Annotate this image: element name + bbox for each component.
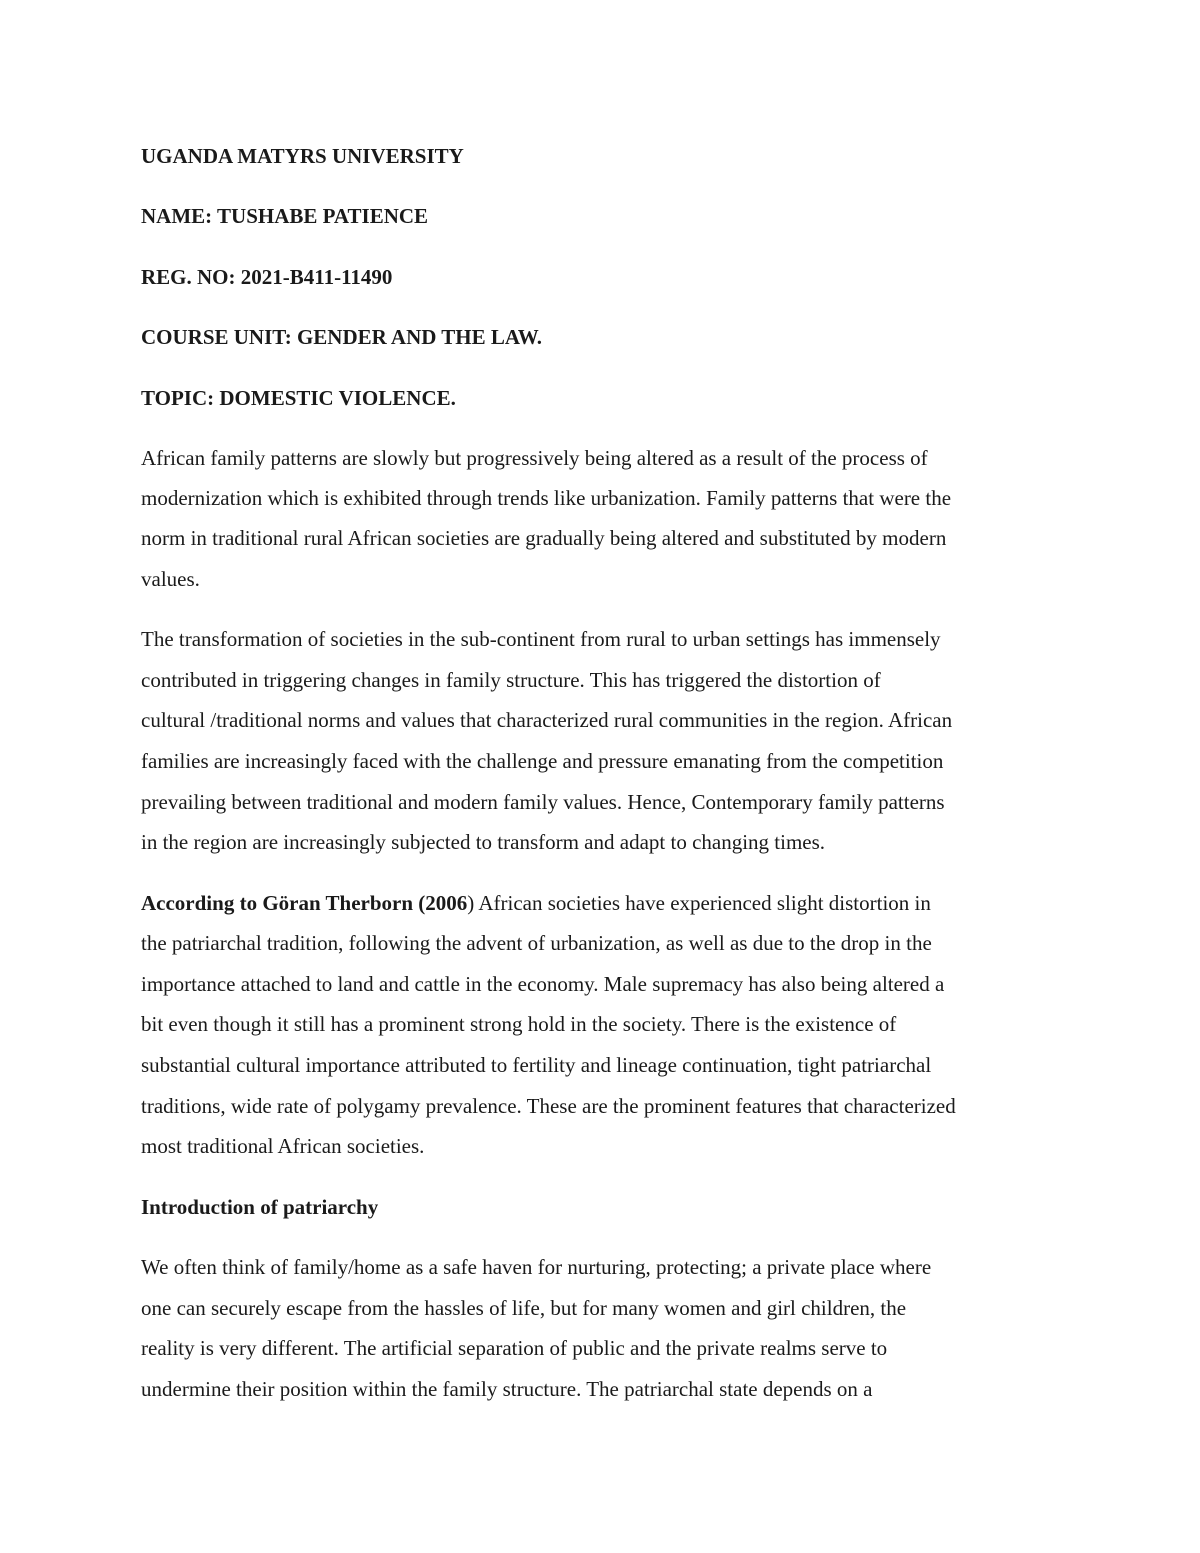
paragraph-line: bit even though it still has a prominent strong hold in the society. There is the existence of: [141, 1012, 897, 1036]
paragraph-line: importance attached to land and cattle in the economy. Male supremacy has also being altered a: [141, 972, 945, 996]
citation-rest: ) African societies have experienced slight distortion in: [467, 891, 931, 915]
paragraph-line: one can securely escape from the hassles of life, but for many women and girl children, the: [141, 1296, 907, 1320]
paragraph-line: reality is very different. The artificial separation of public and the private realms serve to: [141, 1336, 888, 1360]
paragraph-line: traditions, wide rate of polygamy prevalence. These are the prominent features that characterized: [141, 1094, 956, 1118]
registration-number: REG. NO: 2021-B411-11490: [141, 265, 393, 289]
paragraph-line: modernization which is exhibited through trends like urbanization. Family patterns that were the: [141, 486, 952, 510]
paragraph-line: the patriarchal tradition, following the advent of urbanization, as well as due to the drop in the: [141, 931, 932, 955]
topic: TOPIC: DOMESTIC VIOLENCE.: [141, 386, 456, 410]
university-heading: UGANDA MATYRS UNIVERSITY: [141, 144, 464, 168]
paragraph-line: We often think of family/home as a safe haven for nurturing, protecting; a private place where: [141, 1255, 932, 1279]
citation-bold: According to Göran Therborn (2006: [141, 891, 468, 915]
paragraph-line: The transformation of societies in the sub-continent from rural to urban settings has immensely: [141, 627, 941, 651]
paragraph-line: prevailing between traditional and modern family values. Hence, Contemporary family patterns: [141, 790, 945, 814]
paragraph-line: norm in traditional rural African societies are gradually being altered and substituted by modern: [141, 526, 947, 550]
paragraph-line: [141, 883, 931, 924]
section-heading: Introduction of patriarchy: [141, 1195, 379, 1219]
student-name: NAME: TUSHABE PATIENCE: [141, 204, 429, 228]
paragraph-line: families are increasingly faced with the challenge and pressure emanating from the competition: [141, 749, 944, 773]
paragraph-line: African family patterns are slowly but progressively being altered as a result of the process of: [141, 446, 928, 470]
paragraph-line: cultural /traditional norms and values that characterized rural communities in the region. African: [141, 708, 953, 732]
paragraph-line: most traditional African societies.: [141, 1134, 425, 1158]
paragraph-line: in the region are increasingly subjected to transform and adapt to changing times.: [141, 830, 826, 854]
paragraph-line: contributed in triggering changes in family structure. This has triggered the distortion of: [141, 668, 881, 692]
paragraph-line: values.: [141, 567, 200, 591]
paragraph-line: substantial cultural importance attributed to fertility and lineage continuation, tight patriarchal: [141, 1053, 932, 1077]
course-unit: COURSE UNIT: GENDER AND THE LAW.: [141, 325, 543, 349]
paragraph-line: undermine their position within the family structure. The patriarchal state depends on a: [141, 1377, 873, 1401]
